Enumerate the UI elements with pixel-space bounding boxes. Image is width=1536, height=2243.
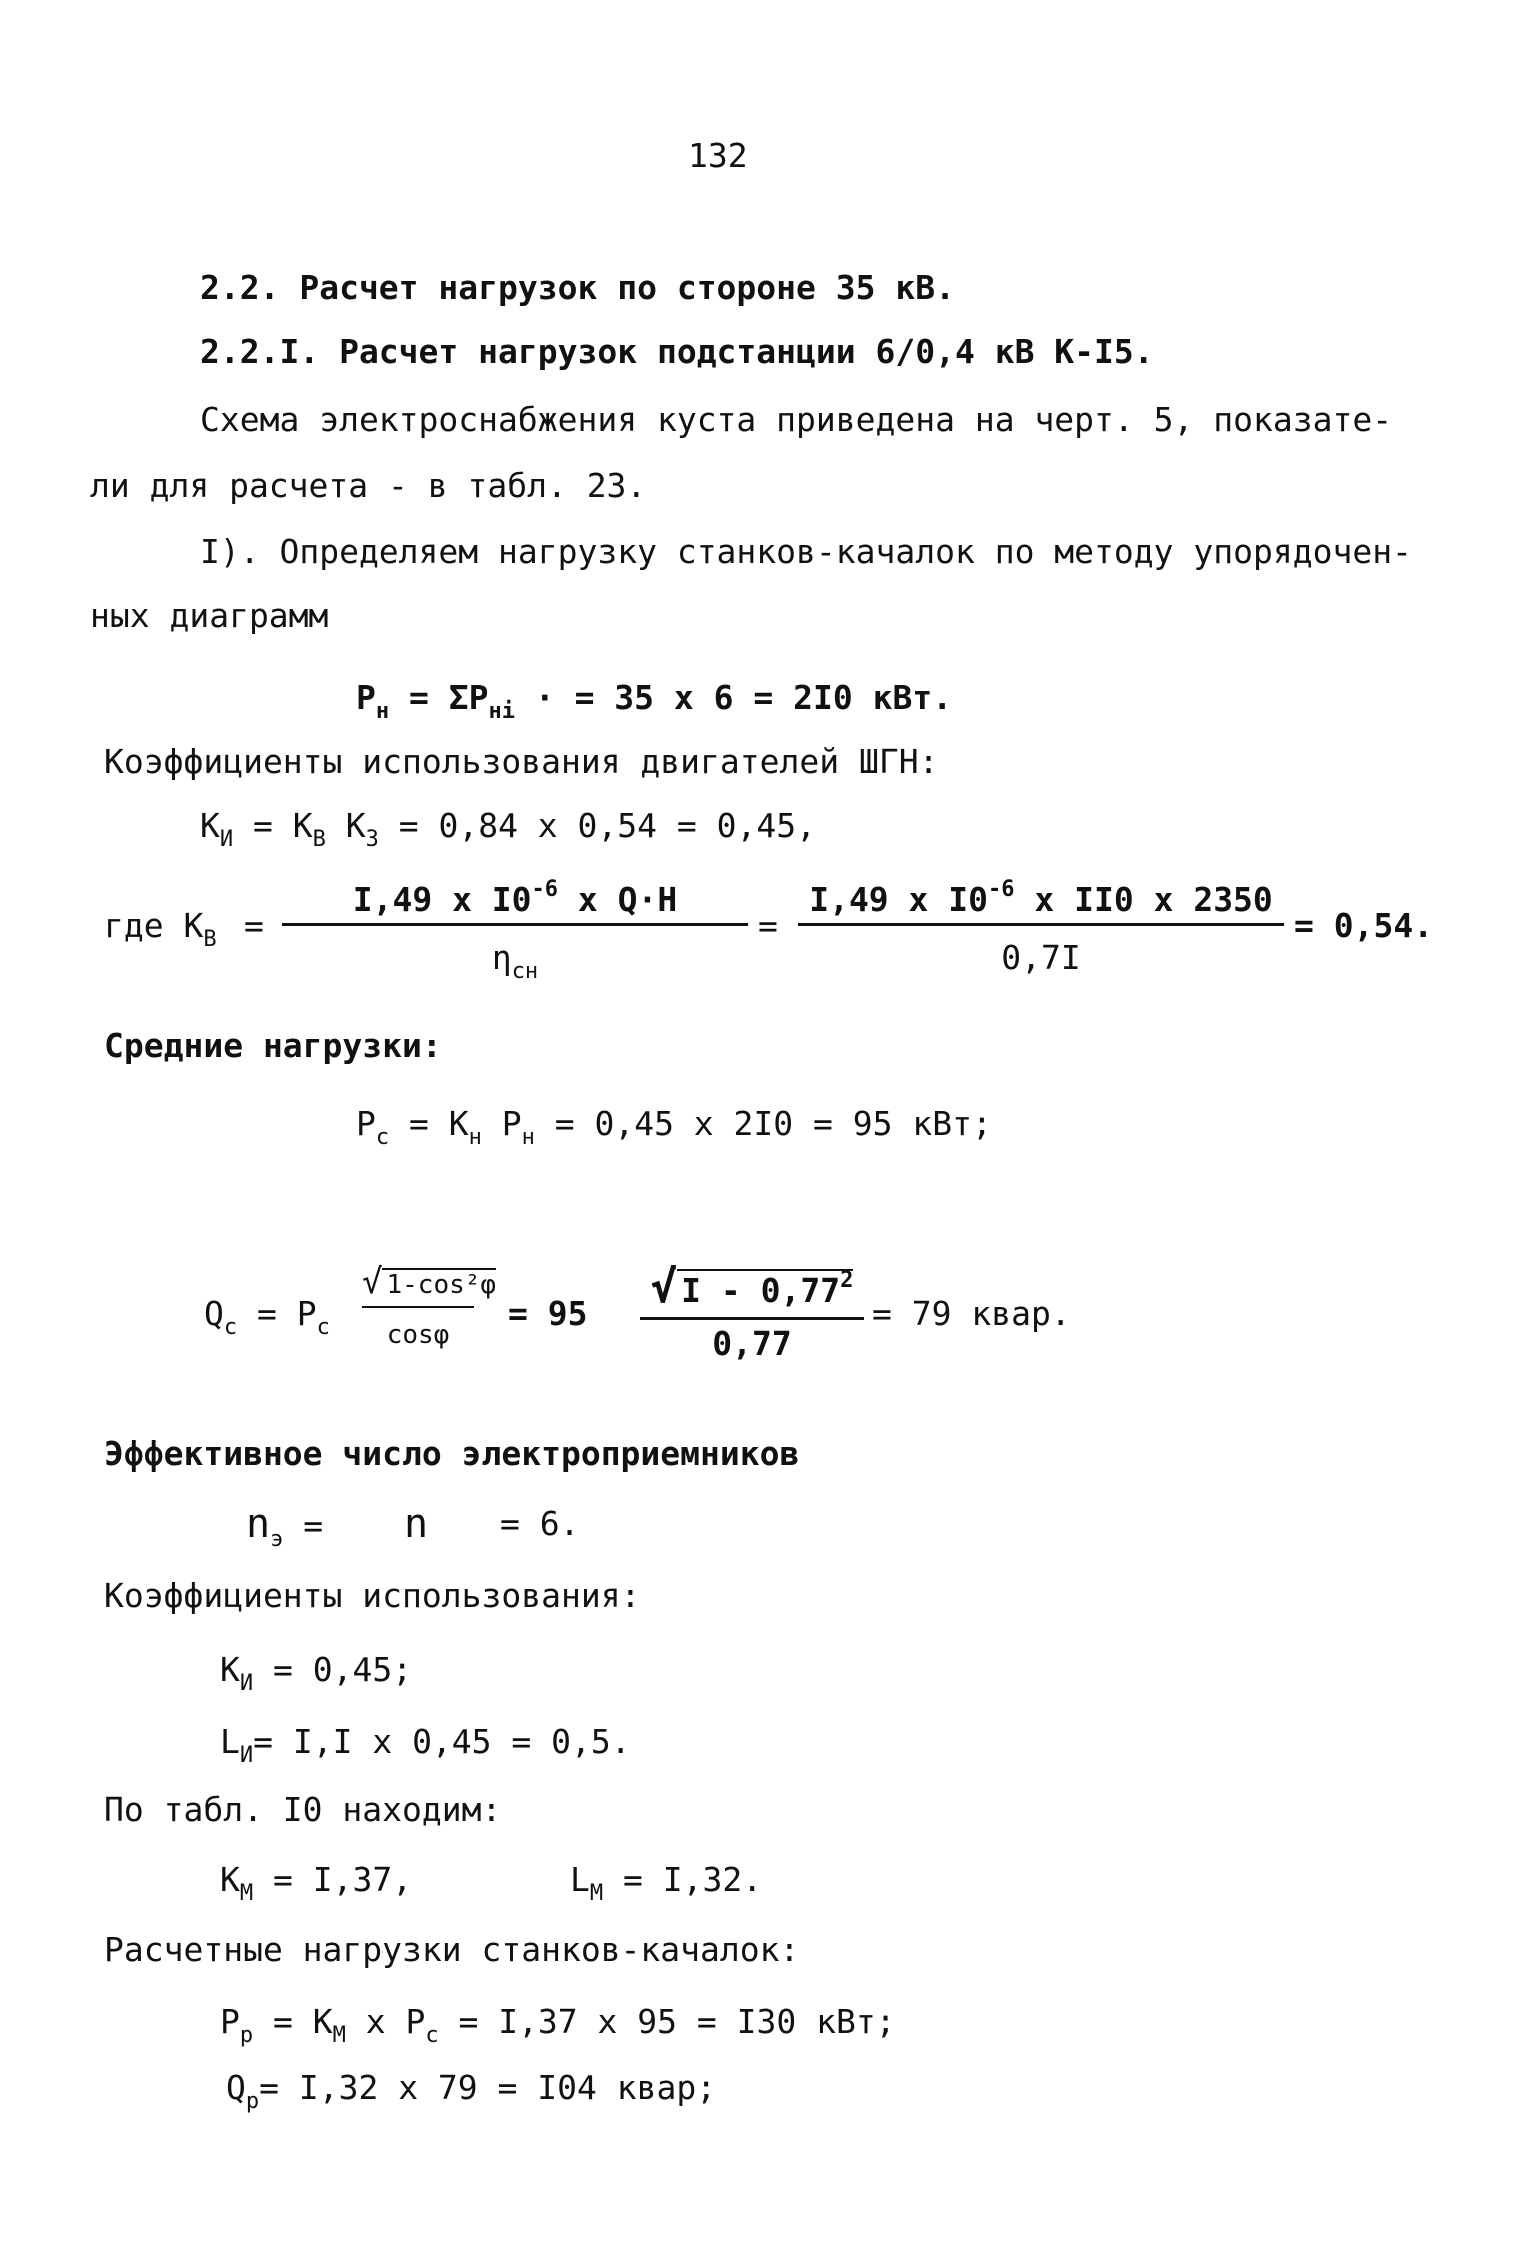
page-number: 132	[688, 136, 748, 175]
formula-ki: $K_И = K_В$ $K_З = 0,84$ x 0,54 = 0,45,	[200, 806, 816, 852]
fraction-numerator: √ I - 0,77$^2$	[640, 1262, 864, 1320]
label-eff: Эффективное число электроприемников	[104, 1434, 800, 1473]
subsection-heading: 2.2.I. Расчет нагрузок подстанции 6/0,4 кВ К-I5.	[200, 332, 1154, 371]
formula-kv-result: = 0,54.	[1294, 906, 1434, 945]
fraction-qc-1	[362, 1262, 497, 1372]
fraction-numerator: I,49 x $I0^{-6}$ x Q·H	[282, 880, 748, 926]
label-raschet: Расчетные нагрузки станков-качалок:	[104, 1930, 800, 1969]
fraction-numerator: √ 1-cos²φ	[362, 1262, 474, 1308]
paragraph-line: Схема электроснабжения куста приведена на черт. 5, показате-	[200, 400, 1393, 439]
fraction-denominator: 0,7I	[1001, 938, 1081, 977]
formula-pc: $P_с = K_н$ $P_н = 0,45$ x 2I0 = 95 кВт;	[356, 1104, 992, 1150]
formula-qc-result: = 79 квар.	[872, 1294, 1071, 1333]
formula-pp: $P_р = K_М$ x $P_с = I,37$ x 95 = I30 кВт;	[220, 2002, 896, 2048]
formula-kv-eq: =	[244, 906, 264, 945]
paragraph-line: ных диаграмм	[90, 596, 329, 635]
section-heading: 2.2. Расчет нагрузок по стороне 35 кВ.	[200, 268, 955, 307]
formula-ki2: $K_И = 0,45$;	[220, 1650, 413, 1696]
paragraph-line: ли для расчета - в табл. 23.	[90, 466, 647, 505]
fraction-qc-2	[640, 1262, 864, 1372]
formula-ne-rhs: = 6.	[500, 1504, 580, 1543]
formula-km: $K_М = I,37$,	[220, 1860, 413, 1906]
fraction-denominator: cosφ	[386, 1320, 450, 1350]
paragraph-line: I). Определяем нагрузку станков-качалок по методу упорядочен-	[200, 532, 1412, 571]
label-po-tabl: По табл. I0 находим:	[104, 1790, 502, 1829]
label-srednie: Средние нагрузки:	[104, 1026, 442, 1065]
formula-lm: $L_М = I,32$.	[570, 1860, 763, 1906]
formula-kv-eq2: =	[758, 906, 778, 945]
formula-qp: $Q_р= I,32$ x 79 = I04 квар;	[226, 2068, 717, 2114]
fraction-kv-2	[798, 877, 1284, 990]
formula-qc-eq2: = 95	[508, 1294, 588, 1333]
formula-kv-prefix: где $K_В$	[104, 906, 217, 952]
fraction-denominator: $\eta_{сн}$	[491, 938, 539, 984]
formula-ne: $n_э$ =	[246, 1501, 324, 1552]
formula-pn: $P_н = \Sigma P_{нi}$ · = 35 x 6 = 2I0 кВт.	[356, 678, 953, 724]
fraction-kv-1	[282, 877, 748, 990]
fraction-denominator: 0,77	[712, 1324, 792, 1363]
fraction-numerator: I,49 x $I0^{-6}$ x II0 x 2350	[798, 880, 1284, 926]
label-koeff-2: Коэффициенты использования:	[104, 1576, 641, 1615]
formula-li: $L_И= I,I$ x 0,45 = 0,5.	[220, 1722, 631, 1768]
formula-qc-lhs: $Q_с = P_с$	[204, 1294, 330, 1340]
formula-ne-mid: n	[404, 1501, 429, 1547]
label-koeff: Коэффициенты использования двигателей ШГН:	[104, 742, 939, 781]
